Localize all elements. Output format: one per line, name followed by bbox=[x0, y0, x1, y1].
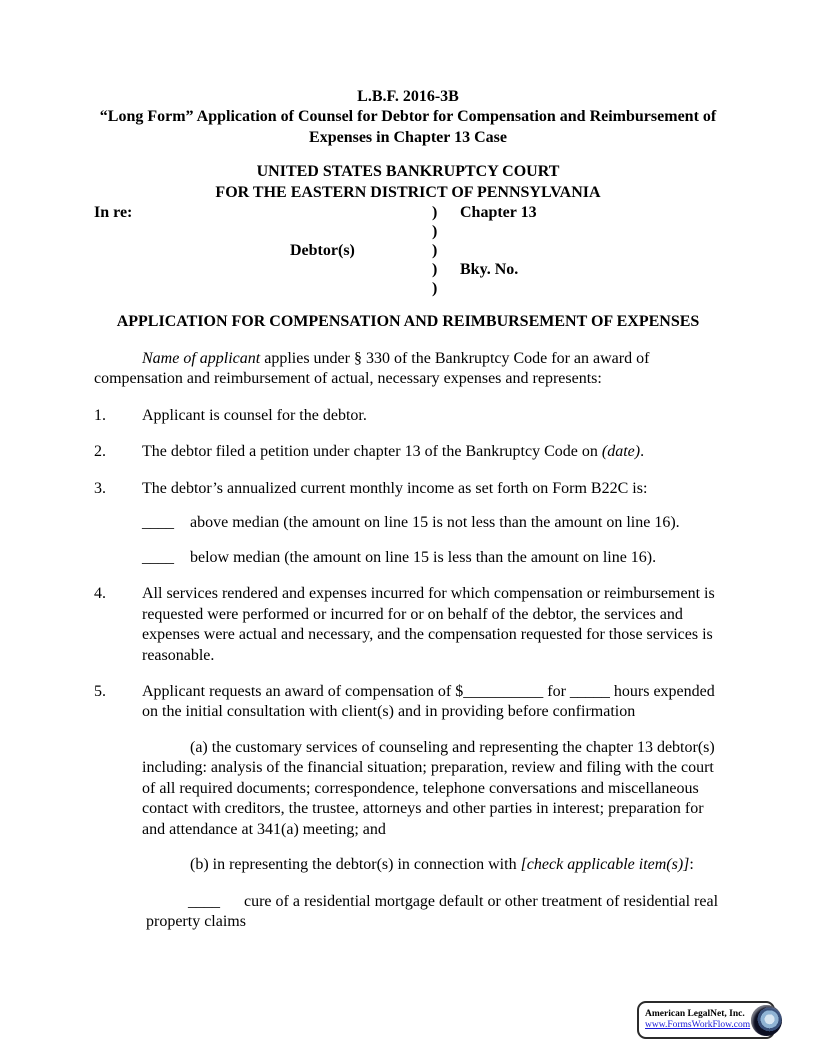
item5-text: Applicant requests an award of compensation of $ bbox=[142, 682, 464, 700]
legalnet-stamp bbox=[637, 1001, 775, 1039]
caption-paren: ) bbox=[432, 223, 438, 241]
item5-text: for bbox=[543, 682, 570, 700]
subparagraph-b bbox=[142, 855, 722, 875]
form-header bbox=[94, 87, 722, 148]
caption-row bbox=[94, 203, 722, 222]
form-title-line2: Expenses in Chapter 13 Case bbox=[309, 128, 507, 146]
above-median-label: above median (the amount on line 15 is not less than the amount on line 16). bbox=[190, 514, 680, 532]
date-placeholder: (date) bbox=[601, 443, 641, 461]
application-title: APPLICATION FOR COMPENSATION AND REIMBURSEMENT OF EXPENSES bbox=[116, 313, 700, 331]
hours-blank[interactable]: _____ bbox=[569, 682, 610, 700]
item-number: 1. bbox=[94, 406, 106, 424]
legalnet-company-name: American LegalNet, Inc. bbox=[645, 1009, 745, 1020]
subparagraph-b-colon: : bbox=[689, 856, 694, 874]
below-median-label: below median (the amount on line 15 is less than the amount on line 16). bbox=[190, 548, 657, 566]
caption-paren: ) bbox=[432, 280, 438, 298]
compensation-amount-blank[interactable]: __________ bbox=[463, 682, 544, 700]
document-content bbox=[94, 0, 722, 933]
court-name: UNITED STATES BANKRUPTCY COURT bbox=[256, 163, 560, 181]
mortgage-cure-label: cure of a residential mortgage default or other treatment of residential real property claims bbox=[146, 892, 719, 931]
numbered-item-4 bbox=[94, 584, 722, 666]
caption-row bbox=[94, 241, 722, 260]
caption-row bbox=[94, 222, 722, 241]
intro-text: applies under § 330 of the Bankruptcy Code for an award of compensation and reimbursement of actual, necessary expenses and represents: bbox=[94, 349, 650, 388]
intro-paragraph bbox=[94, 349, 722, 390]
chapter-13-label: Chapter 13 bbox=[460, 204, 537, 222]
caption-left-spacer bbox=[94, 222, 432, 241]
item-number: 3. bbox=[94, 479, 106, 497]
item2-text: The debtor filed a petition under chapter 13 of the Bankruptcy Code on bbox=[142, 443, 602, 461]
bky-no-label: Bky. No. bbox=[460, 261, 519, 279]
mortgage-cure-check-item bbox=[146, 892, 736, 933]
check-instruction: [check applicable item(s)] bbox=[520, 856, 690, 874]
item-text: The debtor’s annualized current monthly income as set forth on Form B22C is: bbox=[142, 479, 648, 497]
form-number: L.B.F. 2016-3B bbox=[357, 88, 459, 105]
above-median-option bbox=[142, 513, 722, 533]
debtors-cell bbox=[94, 241, 432, 260]
caption-paren: ) bbox=[432, 242, 438, 260]
item-text: Applicant is counsel for the debtor. bbox=[142, 406, 367, 424]
caption-left-spacer bbox=[94, 260, 432, 279]
mortgage-cure-blank[interactable]: ____ bbox=[188, 892, 220, 910]
subparagraph-b-text: (b) in representing the debtor(s) in connection with bbox=[190, 856, 521, 874]
court-heading bbox=[94, 162, 722, 203]
item-number: 5. bbox=[94, 682, 106, 700]
item-text: All services rendered and expenses incurred for which compensation or reimbursement is requested were performed or incurred for or on behalf of the debtor, the services and expenses were actual and necessary, and the compensation requested for those services is reasonable. bbox=[142, 585, 715, 664]
caption-paren: ) bbox=[432, 261, 438, 279]
numbered-item-5 bbox=[94, 682, 722, 723]
numbered-item-1 bbox=[94, 406, 722, 426]
item5-text: hours expended on the initial consultation with client(s) and in providing before confirmation bbox=[142, 682, 715, 721]
caption-left-spacer bbox=[94, 279, 432, 298]
item-text bbox=[142, 682, 722, 723]
court-district: FOR THE EASTERN DISTRICT OF PENNSYLVANIA bbox=[215, 183, 601, 201]
below-median-option bbox=[142, 548, 722, 568]
applicant-name-placeholder: Name of applicant bbox=[142, 349, 261, 367]
legalnet-globe-logo-icon bbox=[751, 1005, 782, 1036]
formsworkflow-link[interactable]: www.FormsWorkFlow.com bbox=[645, 1020, 751, 1030]
numbered-item-3 bbox=[94, 479, 722, 499]
item2-period: . bbox=[640, 443, 645, 461]
caption-row bbox=[94, 260, 722, 279]
subparagraph-a: (a) the customary services of counseling and representing the chapter 13 debtor(s) including: analysis of the financial situation; preparation, review and filing with the court of all required documents; correspondence, telephone conversations and miscellaneous contact with creditors, the trustee, attorneys and other parties in interest; preparation for and attendance at 341(a) meeting; and bbox=[142, 738, 715, 838]
debtors-label: Debtor(s) bbox=[290, 242, 355, 260]
numbered-item-2 bbox=[94, 442, 722, 462]
item-text bbox=[142, 442, 722, 462]
item-number: 4. bbox=[94, 585, 106, 603]
caption-paren: ) bbox=[432, 204, 438, 222]
case-caption bbox=[94, 203, 722, 298]
above-median-blank[interactable]: ____ bbox=[142, 514, 174, 532]
in-re-label: In re: bbox=[94, 204, 133, 222]
caption-row bbox=[94, 279, 722, 298]
form-title-line1: “Long Form” Application of Counsel for Debtor for Compensation and Reimbursement of bbox=[99, 108, 717, 126]
legalnet-stamp-text bbox=[645, 1009, 750, 1030]
below-median-blank[interactable]: ____ bbox=[142, 548, 174, 566]
item-number: 2. bbox=[94, 443, 106, 461]
